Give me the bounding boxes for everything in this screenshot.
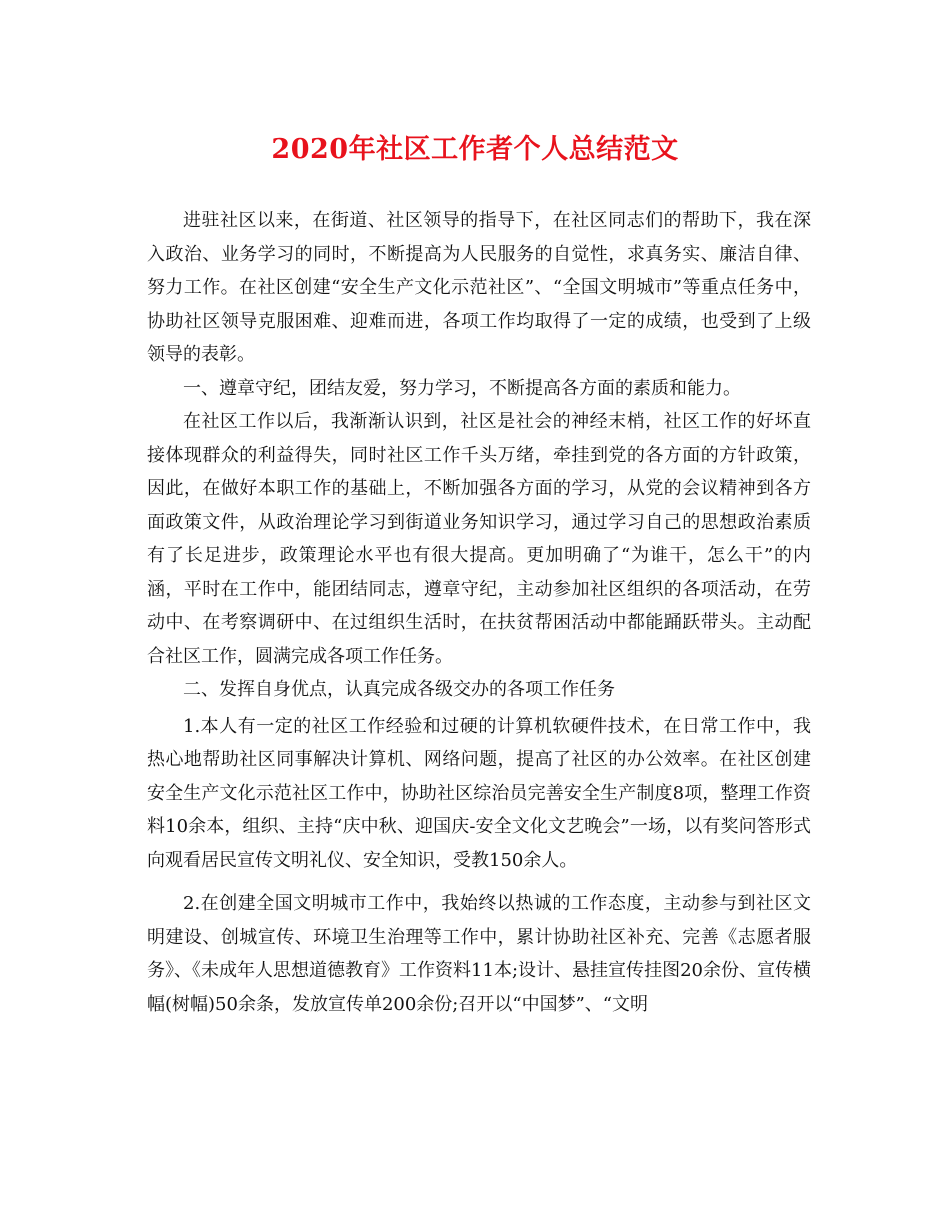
paragraph-section-1: 在社区工作以后，我渐渐认识到，社区是社会的神经末梢，社区工作的好坏直接体现群众的利益得失，同时社区工作千头万绪，牵挂到党的各方面的方针政策，因此，在做好本职工作的基础上，不断加强各方面的学习，从党的会议精神到各方面政策文件，从政治理论学习到街道业务知识学习，通过学习自己的思想政治素质有了长足进步，政策理论水平也有很大提高。更加明确了“为谁干，怎么干”的内涵，平时在工作中，能团结同志，遵章守纪，主动参加社区组织的各项活动，在劳动中、在考察调研中、在过组织生活时，在扶贫帮困活动中都能踊跃带头。主动配合社区工作，圆满完成各项工作任务。 (147, 411, 811, 667)
document-title: 2020年社区工作者个人总结范文 (271, 134, 679, 165)
paragraph-item-1: 1.本人有一定的社区工作经验和过硬的计算机软硬件技术，在日常工作中，我热心地帮助社区同事解决计算机、网络问题，提高了社区的办公效率。在社区创建安全生产文化示范社区工作中，协助社区综治员完善安全生产制度8项，整理工作资料10余本，组织、主持“庆中秋、迎国庆-安全文化文艺晚会”一场，以有奖问答形式向观看居民宣传文明礼仪、安全知识，受教150余人。 (147, 715, 811, 871)
document-body (147, 204, 811, 1021)
paragraph-intro: 进驻社区以来，在街道、社区领导的指导下，在社区同志们的帮助下，我在深入政治、业务学习的同时，不断提高为人民服务的自觉性，求真务实、廉洁自律、努力工作。在社区创建“安全生产文化示范社区”、“全国文明城市”等重点任务中，协助社区领导克服困难、迎难而进，各项工作均取得了一定的成绩，也受到了上级领导的表彰。 (147, 210, 811, 365)
section-heading-1: 一、遵章守纪，团结友爱，努力学习，不断提高各方面的素质和能力。 (183, 377, 741, 399)
paragraph-item-2: 2.在创建全国文明城市工作中，我始终以热诚的工作态度，主动参与到社区文明建设、创城宣传、环境卫生治理等工作中，累计协助社区补充、完善《志愿者服务》、《未成年人思想道德教育》工作资料11本;设计、悬挂宣传挂图20余份、宣传横幅(树幅)50余条，发放宣传单200余份;召开以“中国梦”、“文明 (147, 893, 811, 1015)
section-heading-2: 二、发挥自身优点，认真完成各级交办的各项工作任务 (183, 679, 615, 700)
